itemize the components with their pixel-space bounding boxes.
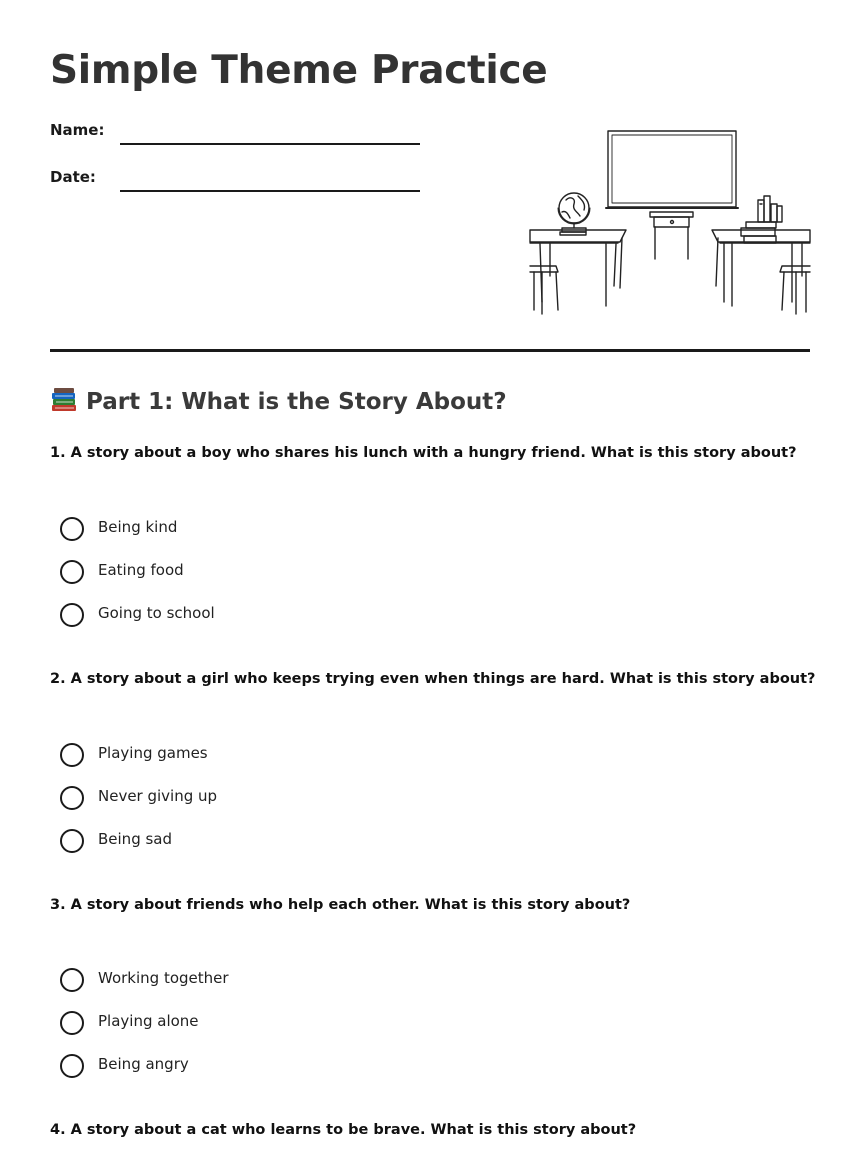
question-text: 1. A story about a boy who shares his lunch with a hungry friend. What is this story about? <box>50 445 797 461</box>
option-label: Going to school <box>98 604 215 622</box>
date-line[interactable] <box>120 190 420 192</box>
radio-button[interactable] <box>60 968 84 992</box>
radio-button[interactable] <box>60 743 84 767</box>
option-label: Being sad <box>98 830 173 848</box>
answer-option[interactable] <box>60 742 460 768</box>
option-label: Playing games <box>98 744 208 762</box>
section-title <box>50 387 507 415</box>
question-text: 4. A story about a cat who learns to be brave. What is this story about? <box>50 1122 637 1138</box>
question-text: 2. A story about a girl who keeps trying even when things are hard. What is this story about? <box>50 671 816 687</box>
question-3 <box>50 897 830 1073</box>
radio-button[interactable] <box>60 517 84 541</box>
worksheet-title: Simple Theme Practice <box>50 48 548 93</box>
radio-button[interactable] <box>60 1054 84 1078</box>
name-label: Name: <box>50 121 105 139</box>
radio-button[interactable] <box>60 829 84 853</box>
answer-option[interactable] <box>60 1010 460 1036</box>
name-field[interactable] <box>50 121 430 151</box>
answer-option[interactable] <box>60 828 460 854</box>
option-label: Never giving up <box>98 787 218 805</box>
radio-button[interactable] <box>60 1011 84 1035</box>
question-1 <box>50 445 830 622</box>
option-label: Working together <box>98 969 229 987</box>
date-label: Date: <box>50 168 96 186</box>
option-label: Playing alone <box>98 1012 199 1030</box>
name-line[interactable] <box>120 143 420 145</box>
classroom-illustration <box>528 126 812 318</box>
radio-button[interactable] <box>60 560 84 584</box>
question-2 <box>50 671 830 848</box>
section-title-text: Part 1: What is the Story About? <box>86 389 507 415</box>
answer-option[interactable] <box>60 516 460 542</box>
answer-option[interactable] <box>60 785 460 811</box>
option-label: Eating food <box>98 561 184 579</box>
date-field[interactable] <box>50 168 430 198</box>
question-4 <box>50 1122 830 1138</box>
answer-option[interactable] <box>60 602 460 628</box>
radio-button[interactable] <box>60 786 84 810</box>
question-text: 3. A story about friends who help each other. What is this story about? <box>50 897 631 913</box>
section-divider <box>50 349 810 352</box>
answer-option[interactable] <box>60 559 460 585</box>
option-label: Being angry <box>98 1055 189 1073</box>
radio-button[interactable] <box>60 603 84 627</box>
books-icon <box>50 387 78 413</box>
option-label: Being kind <box>98 518 178 536</box>
answer-option[interactable] <box>60 967 460 993</box>
answer-option[interactable] <box>60 1053 460 1079</box>
